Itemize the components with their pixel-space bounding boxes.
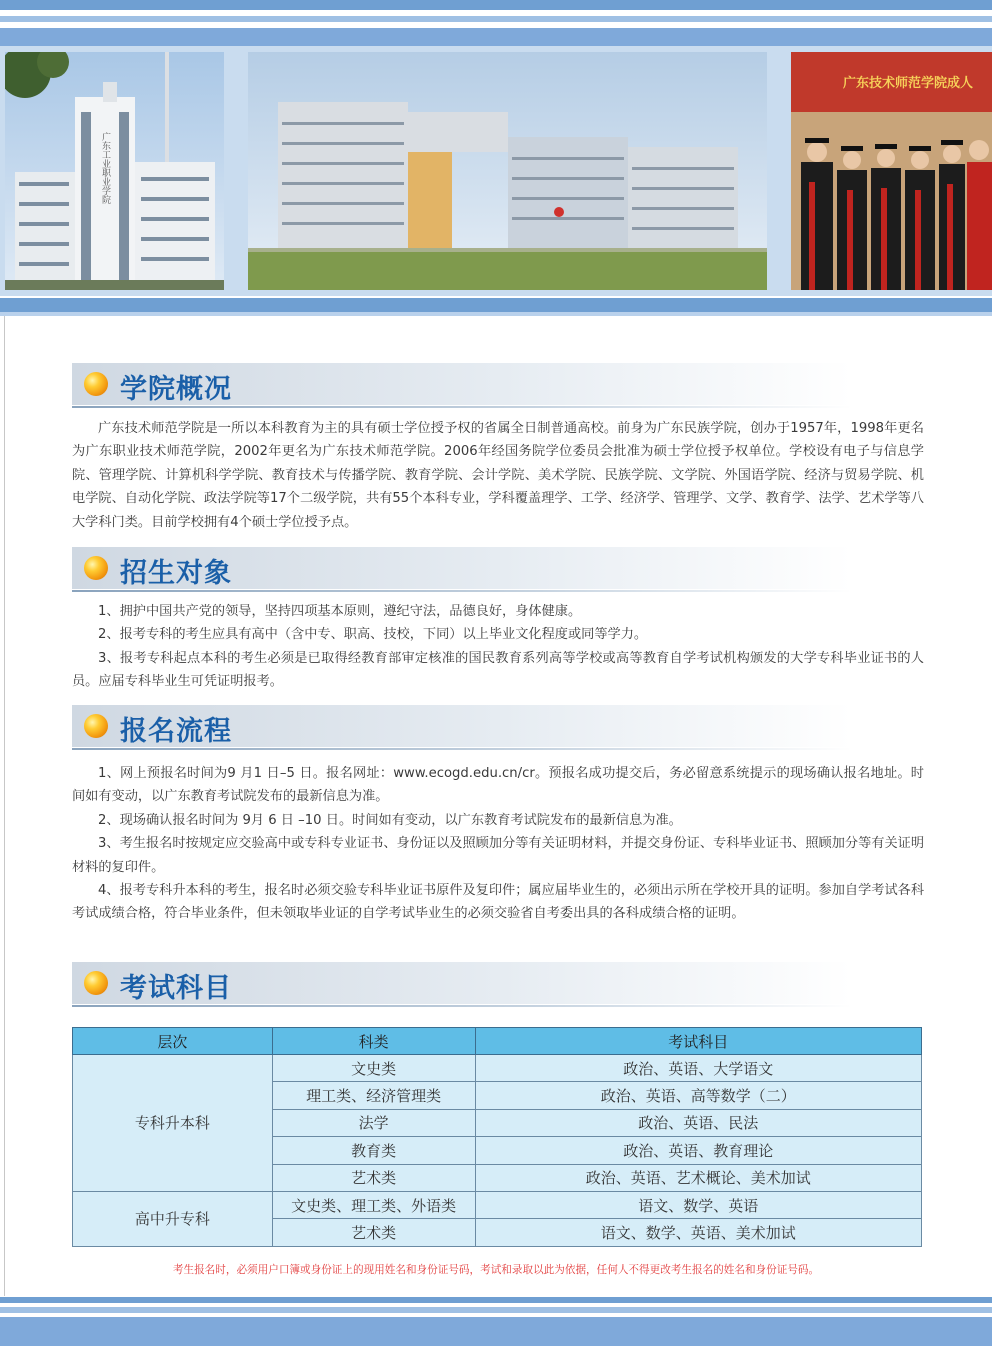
subjects-cell: 语文、数学、英语、美术加试 [475, 1219, 921, 1246]
subjects-cell: 政治、英语、教育理论 [475, 1137, 921, 1164]
orange-bullet-icon [84, 372, 108, 396]
tower-sign: 广东工业职业学院 [100, 132, 110, 204]
enroll-item: 2、报考专科的考生应具有高中（含中专、职高、技校，下同）以上毕业文化程度或同等学力。 [98, 627, 648, 643]
subjects-cell: 政治、英语、艺术概论、美术加试 [475, 1164, 921, 1191]
level-cell: 高中升专科 [73, 1191, 273, 1246]
category-cell: 教育类 [272, 1137, 475, 1164]
graduation-photo [791, 52, 992, 290]
category-cell: 理工类、经济管理类 [272, 1082, 475, 1109]
table-header-row [73, 1028, 922, 1055]
process-list [72, 762, 924, 926]
subjects-cell: 政治、英语、高等数学（二） [475, 1082, 921, 1109]
section-header-overview [72, 363, 852, 405]
column-header-level: 层次 [73, 1028, 273, 1055]
column-header-subjects: 考试科目 [475, 1028, 921, 1055]
section-title-process: 报名流程 [120, 716, 232, 747]
overview-paragraph: 广东技术师范学院是一所以本科教育为主的具有硕士学位授予权的省属全日制普通高校。前身为广东民族学院，创办于1957年，1998年更名为广东职业技术师范学院，2002年更名为广东技术师范学院。2006年经国务院学位委员会批准为硕士学位授予权单位。学校设有电子与信息学院、管理学院、计算机科学学院、教育技术与传播学院、教育学院、会计学院、美术学院、民族学院、文学院、外国语学院、经济与贸易学院、机电学院、自动化学院、政法学院等17个二级学院，共有55个本科专业，学科覆盖理学、工学、经济学、管理学、文学、教育学、法学、艺术学等八大学科门类。目前学校拥有4个硕士学位授予点。 [72, 421, 924, 530]
photo-banner [0, 46, 992, 296]
category-cell: 法学 [272, 1109, 475, 1136]
section-title-overview: 学院概况 [120, 374, 232, 405]
section-header-enroll [72, 547, 852, 589]
section-title-enroll: 招生对象 [120, 558, 232, 589]
orange-bullet-icon [84, 714, 108, 738]
section-title-subjects: 考试科目 [120, 973, 232, 1004]
divider-stripe [0, 298, 992, 312]
section-header-subjects [72, 962, 852, 1004]
subjects-cell: 政治、英语、民法 [475, 1109, 921, 1136]
enroll-item: 1、拥护中国共产党的领导，坚持四项基本原则，遵纪守法，品德良好，身体健康。 [98, 604, 582, 619]
divider-stripe-light [0, 312, 992, 316]
top-stripes [0, 0, 992, 46]
column-header-category: 科类 [272, 1028, 475, 1055]
enroll-item: 3、报考专科起点本科的考生必须是已取得经教育部审定核准的国民教育系列高等学校或高等教育自学考试机构颁发的大学专科毕业证书的人员。应届专科毕业生可凭证明报考。 [72, 650, 924, 690]
table-row [73, 1055, 922, 1082]
subjects-cell: 语文、数学、英语 [475, 1191, 921, 1218]
process-item: 4、报考专科升本科的考生，报名时必须交验专科毕业证书原件及复印件；属应届毕业生的，必须出示所在学校开具的证明。参加自学考试各科考试成绩合格，符合毕业条件，但未领取毕业证的自学考试毕业生的必须交验省自考委出具的各科成绩合格的证明。 [72, 883, 925, 922]
process-item: 1、网上预报名时间为9 月1 日–5 日。报名网址：www.ecogd.edu.cn/cr。预报名成功提交后，务必留意系统提示的现场确认报名地址。时间如有变动，以广东教育考试院发布的最新信息为准。 [72, 766, 924, 805]
level-cell: 专科升本科 [73, 1055, 273, 1192]
process-item: 2、现场确认报名时间为 9月 6 日 –10 日。时间如有变动，以广东教育考试院发布的最新信息为准。 [98, 812, 682, 828]
enroll-list [72, 600, 924, 694]
campus-tower-photo [5, 52, 224, 290]
subjects-cell: 政治、英语、大学语文 [475, 1055, 921, 1082]
left-rule [4, 316, 5, 1296]
category-cell: 艺术类 [272, 1219, 475, 1246]
graduation-banner: 广东技术师范学院成人 [843, 76, 974, 91]
exam-subjects-table [72, 1027, 922, 1247]
section-header-process [72, 705, 852, 747]
category-cell: 艺术类 [272, 1164, 475, 1191]
process-item: 3、考生报名时按规定应交验高中或专科专业证书、身份证以及照顾加分等有关证明材料，并提交身份证、专科毕业证书、照顾加分等有关证明材料的复印件。 [72, 836, 925, 875]
registration-note: 考生报名时，必须用户口簿或身份证上的现用姓名和身份证号码，考试和录取以此为依据，任何人不得更改考生报名的姓名和身份证号码。 [172, 1264, 820, 1276]
orange-bullet-icon [84, 971, 108, 995]
table-row [73, 1191, 922, 1218]
campus-main-building-photo [248, 52, 767, 290]
orange-bullet-icon [84, 556, 108, 580]
category-cell: 文史类 [272, 1055, 475, 1082]
category-cell: 文史类、理工类、外语类 [272, 1191, 475, 1218]
